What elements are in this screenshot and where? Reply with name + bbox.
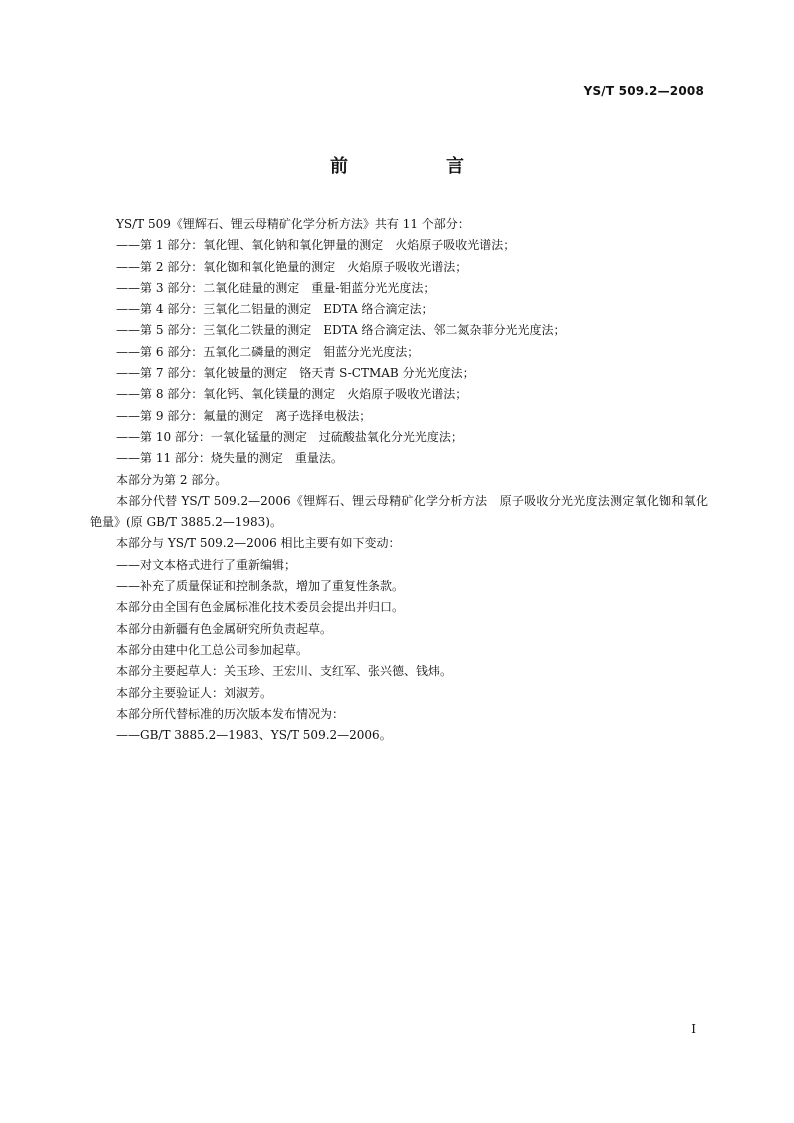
paragraph: ——第 4 部分：三氧化二铝量的测定 EDTA 络合滴定法； [116, 302, 434, 317]
paragraph: 本部分由建中化工总公司参加起草。 [116, 642, 309, 657]
paragraph: YS/T 509《锂辉石、锂云母精矿化学分析方法》共有 11 个部分： [116, 217, 470, 231]
page-title: 前 言 [330, 156, 504, 177]
paragraph: ——第 11 部分：烧失量的测定 重量法。 [116, 451, 343, 466]
paragraph: ——第 3 部分：二氧化硅量的测定 重量-钼蓝分光光度法； [116, 280, 436, 295]
paragraph: ——第 6 部分：五氧化二磷量的测定 钼蓝分光光度法； [116, 344, 420, 359]
paragraph: 本部分由全国有色金属标准化技术委员会提出并归口。 [116, 600, 405, 615]
paragraph: 本部分主要验证人：刘淑芳。 [116, 685, 273, 700]
paragraph: 本部分与 YS/T 509.2—2006 相比主要有如下变动： [116, 536, 401, 551]
foreword-body [90, 214, 708, 746]
paragraph: ——补充了质量保证和控制条款，增加了重复性条款。 [116, 579, 405, 594]
paragraph: ——第 10 部分：一氧化锰量的测定 过硫酸盐氧化分光光度法； [116, 429, 463, 444]
paragraph: 本部分所代替标准的历次版本发布情况为： [116, 706, 345, 721]
paragraph: ——对文本格式进行了重新编辑； [116, 557, 297, 572]
paragraph: 本部分代替 YS/T 509.2—2006《锂辉石、锂云母精矿化学分析方法 原子吸收分光光度法测定氧化铷和氧化铯量》(原 GB/T 3885.2—1983)。 [90, 493, 708, 530]
paragraph: ——第 7 部分：氧化铍量的测定 铬天青 S-CTMAB 分光光度法； [116, 366, 475, 381]
paragraph: ——第 2 部分：氧化铷和氧化铯量的测定 火焰原子吸收光谱法； [116, 259, 468, 274]
paragraph: 本部分由新疆有色金属研究所负责起草。 [116, 621, 333, 636]
paragraph: ——第 5 部分：三氧化二铁量的测定 EDTA 络合滴定法、邻二氮杂菲分光光度法； [116, 323, 566, 338]
page-number: I [691, 1022, 696, 1036]
paragraph: 本部分为第 2 部分。 [116, 472, 228, 487]
paragraph: ——第 9 部分：氟量的测定 离子选择电极法； [116, 408, 372, 423]
paragraph: ——第 8 部分：氧化钙、氧化镁量的测定 火焰原子吸收光谱法； [116, 387, 468, 402]
standard-code: YS/T 509.2—2008 [583, 84, 704, 98]
paragraph: ——GB/T 3885.2—1983、YS/T 509.2—2006。 [116, 728, 392, 743]
paragraph: ——第 1 部分：氧化锂、氧化钠和氧化钾量的测定 火焰原子吸收光谱法； [116, 238, 516, 253]
paragraph: 本部分主要起草人：关玉珍、王宏川、支红军、张兴德、钱炜。 [116, 664, 453, 679]
